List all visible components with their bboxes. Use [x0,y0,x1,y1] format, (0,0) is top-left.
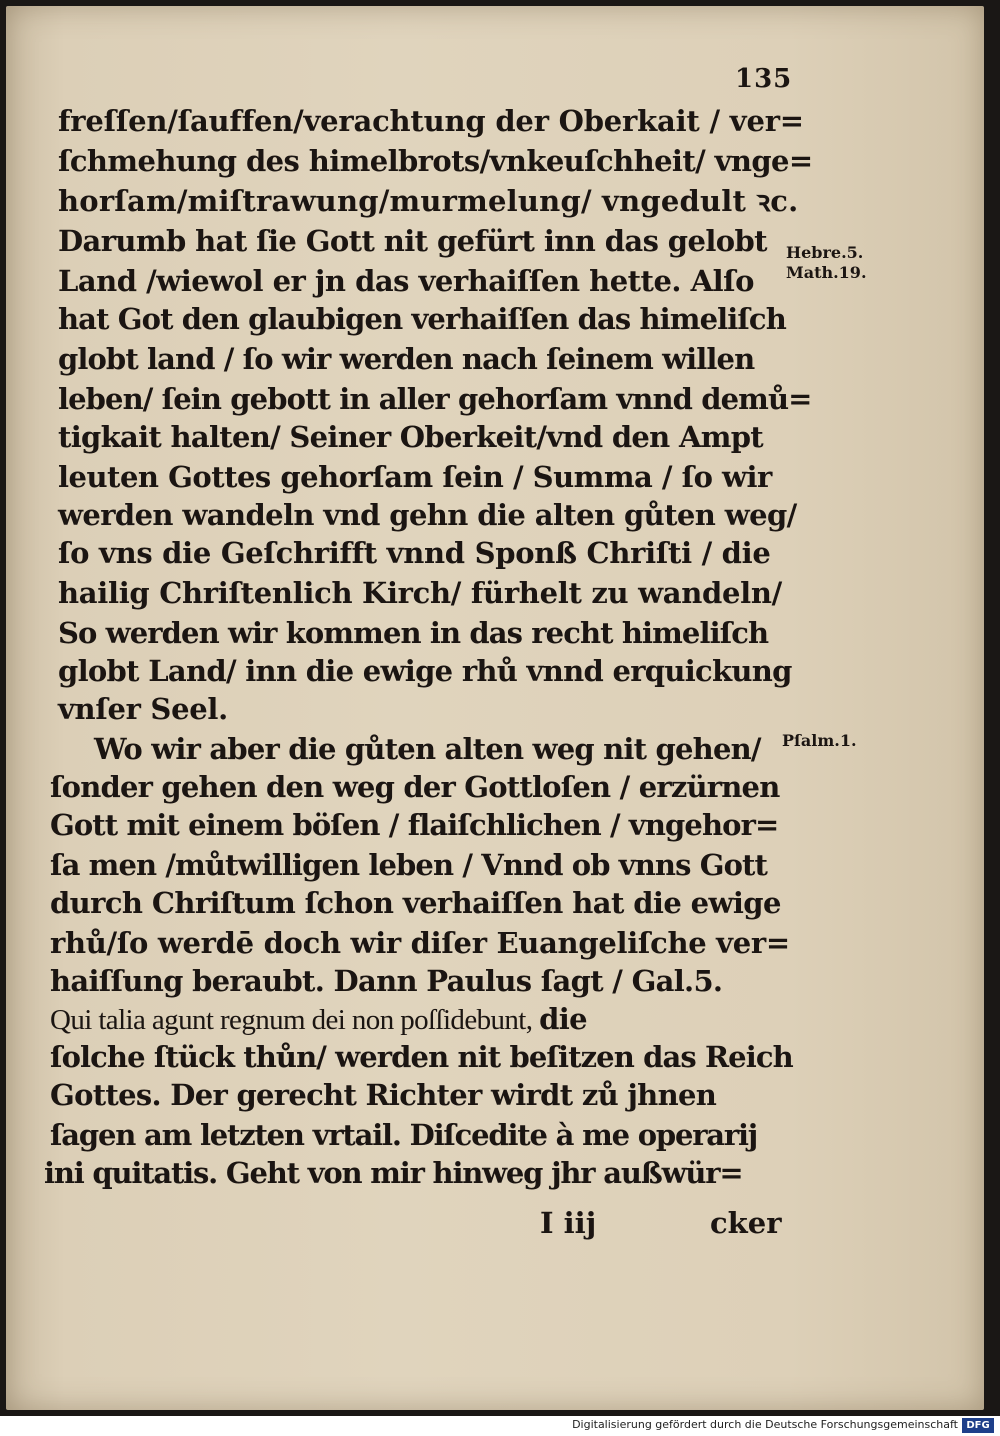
text-line: freſſen/ſauffen/verachtung der Oberkait / ver= [58,104,804,138]
text-line: horſam/miſtrawung/murmelung/ vngedult ꝛc. [58,184,799,218]
folio-number: 135 [735,64,793,94]
margin-note-math: Math.19. [786,263,867,282]
text-line: ſonder gehen den weg der Gottloſen / erzürnen [50,770,780,804]
dfg-logo: DFG [962,1418,994,1433]
text-line: ſchmehung des himelbrots/vnkeuſchheit/ vnge= [58,144,813,178]
text-line: Qui talia agunt regnum dei non poſſidebunt, die [50,1002,588,1036]
funding-credit: Digitalisierung gefördert durch die Deutsche Forschungsgemeinschaft [572,1418,958,1431]
text-line: vnſer Seel. [58,692,228,726]
text-line: globt land / ſo wir werden nach ſeinem willen [58,342,755,376]
text-line: ſolche ſtück thůn/ werden nit beſitzen das Reich [50,1040,793,1074]
text-line: So werden wir kommen in das recht himeliſch [58,616,769,650]
text-line: Land /wiewol er jn das verhaiſſen hette. Alſo [58,264,754,298]
text-line: tigkait halten/ Seiner Oberkeit/vnd den Ampt [58,420,764,454]
margin-note-psalm: Pſalm.1. [782,731,857,750]
text-line: ſagen am letzten vrtail. Diſcedite à me operarij [50,1118,758,1152]
text-line: ini quitatis. Geht von mir hinweg jhr außwür= [44,1156,743,1190]
text-line: durch Chriſtum ſchon verhaiſſen hat die ewige [50,886,781,920]
text-line: hat Got den glaubigen verhaiſſen das himeliſch [58,302,786,336]
text-line: Gottes. Der gerecht Richter wirdt zů jhnen [50,1078,717,1112]
text-line: Gott mit einem böſen / flaiſchlichen / vngehor= [50,808,779,842]
footer-bar [0,1416,1000,1436]
text-line: Wo wir aber die gůten alten weg nit gehen/ [94,732,761,766]
text-line: globt Land/ inn die ewige rhů vnnd erquickung [58,654,792,688]
signature-mark: I iij [540,1206,597,1240]
text-line: Darumb hat ſie Gott nit gefürt inn das gelobt [58,224,767,258]
text-line: werden wandeln vnd gehn die alten gůten weg/ [58,498,797,532]
text-line: leuten Gottes gehorſam ſein / Summa / ſo wir [58,460,772,494]
text-line: hailig Chriſtenlich Kirch/ fürhelt zu wandeln/ [58,576,782,610]
margin-note-hebre: Hebre.5. [786,243,864,262]
text-line: rhů/ſo werdē doch wir diſer Euangeliſche ver= [50,926,790,960]
book-page [6,6,984,1410]
catchword: cker [710,1206,782,1240]
text-line: haiſſung beraubt. Dann Paulus ſagt / Gal.5. [50,964,723,998]
text-line: leben/ ſein gebott in aller gehorſam vnnd demů= [58,382,812,416]
text-line: ſo vns die Geſchrifft vnnd Sponß Chriſti / die [58,536,771,570]
text-line: ſa men /můtwilligen leben / Vnnd ob vnns Gott [50,848,768,882]
